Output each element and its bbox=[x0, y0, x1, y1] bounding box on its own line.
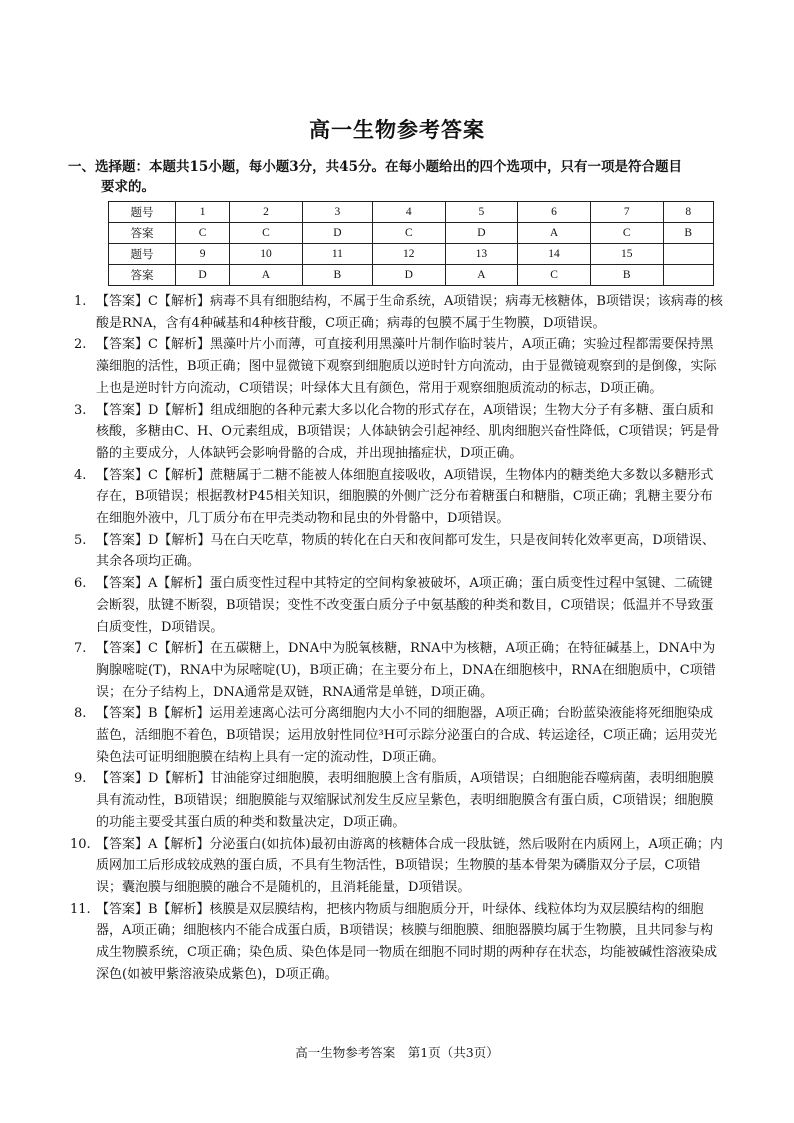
table-cell: C bbox=[230, 223, 303, 244]
explanation-item bbox=[70, 899, 724, 986]
section-heading bbox=[68, 157, 728, 197]
item-text: 【答案】A【解析】分泌蛋白(如抗体)最初由游离的核糖体合成一段肽链，然后吸附在内质网上，A项正确；内质网加工后形成较成熟的蛋白质，不具有生物活性，B项错误；生物膜的基本骨架为磷脂双分子层，C项错误；囊泡膜与细胞膜的融合不是随机的，且消耗能量，D项错误。 bbox=[96, 836, 723, 895]
explanation-item bbox=[70, 834, 724, 899]
table-cell: A bbox=[518, 223, 591, 244]
table-cell: 8 bbox=[663, 202, 713, 223]
table-cell: 1 bbox=[176, 202, 230, 223]
table-cell: 4 bbox=[372, 202, 445, 223]
table-cell: 15 bbox=[590, 244, 663, 265]
item-text: 【答案】D【解析】马在白天吃草，物质的转化在白天和夜间都可发生，只是夜间转化效率更高，D项错误、其余各项均正确。 bbox=[96, 532, 715, 570]
table-cell: B bbox=[590, 265, 663, 286]
item-text: 【答案】C【解析】蔗糖属于二糖不能被人体细胞直接吸收，A项错误，生物体内的糖类绝大多数以多糖形式存在，B项错误；根据教材P45相关知识，细胞膜的外侧广泛分布着糖蛋白和糖脂，C项正确；乳糖主要分布在细胞外液中，几丁质分布在甲壳类动物和昆虫的外骨骼中，D项错误。 bbox=[96, 467, 714, 527]
table-cell: C bbox=[176, 223, 230, 244]
item-text: 【答案】C【解析】病毒不具有细胞结构，不属于生命系统，A项错误；病毒无核糖体，B项错误；该病毒的核酸是RNA，含有4种碱基和4种核苷酸，C项正确；病毒的包膜不属于生物膜，D项错误。 bbox=[96, 294, 723, 331]
table-cell: A bbox=[230, 265, 303, 286]
item-number: 5. bbox=[74, 532, 87, 548]
table-row-answers-1 bbox=[109, 223, 714, 244]
section-heading-line1: 一、选择题：本题共15小题，每小题3分，共45分。在每小题给出的四个选项中，只有一项是符合题目 bbox=[68, 159, 682, 175]
table-cell: 10 bbox=[230, 244, 303, 265]
table-cell: 13 bbox=[445, 244, 518, 265]
explanation-item bbox=[74, 291, 724, 334]
item-text: 【答案】B【解析】核膜是双层膜结构，把核内物质与细胞质分开，叶绿体、线粒体均为双层膜结构的细胞器，A项正确；细胞核内不能合成蛋白质，B项错误；核膜与细胞膜、细胞器膜均属于生物膜，且共同参与构成生物膜系统，C项正确；染色质、染色体是同一物质在细胞不同时期的两种存在状态，均能被碱性溶液染成深色(如被甲紫溶液染成紫色)，D项正确。 bbox=[96, 901, 717, 982]
item-number: 9. bbox=[74, 771, 87, 787]
table-cell: B bbox=[302, 265, 372, 286]
table-row-numbers-1 bbox=[109, 202, 714, 223]
table-row-answers-2 bbox=[109, 265, 714, 286]
table-cell: 6 bbox=[518, 202, 591, 223]
item-number: 8. bbox=[74, 706, 87, 722]
explanation-item bbox=[74, 400, 724, 465]
table-cell: 5 bbox=[445, 202, 518, 223]
answer-table bbox=[108, 201, 714, 286]
page-title: 高一生物参考答案 bbox=[309, 117, 485, 142]
table-cell: B bbox=[663, 223, 713, 244]
explanation-item bbox=[74, 703, 724, 768]
item-number: 4. bbox=[74, 467, 87, 483]
page-footer: 高一生物参考答案 第1页（共3页） bbox=[295, 1045, 499, 1060]
table-cell: C bbox=[590, 223, 663, 244]
table-label-number: 题号 bbox=[109, 202, 176, 223]
table-cell bbox=[663, 265, 713, 286]
item-text: 【答案】A【解析】蛋白质变性过程中其特定的空间构象被破坏，A项正确；蛋白质变性过程中氢键、二硫键会断裂，肽键不断裂，B项错误；变性不改变蛋白质分子中氨基酸的种类和数目，C项错误；低温并不导致蛋白质变性，D项错误。 bbox=[96, 576, 714, 635]
section-heading-line2: 要求的。 bbox=[101, 179, 155, 195]
explanation-item bbox=[74, 638, 724, 703]
table-label-answer: 答案 bbox=[109, 223, 176, 244]
table-cell: A bbox=[445, 265, 518, 286]
item-number: 10. bbox=[70, 836, 91, 852]
item-number: 11. bbox=[70, 901, 91, 917]
item-number: 1. bbox=[74, 294, 87, 309]
table-cell: D bbox=[302, 223, 372, 244]
explanation-item bbox=[74, 530, 724, 573]
table-row-numbers-2 bbox=[109, 244, 714, 265]
explanation-item bbox=[74, 465, 724, 530]
item-number: 3. bbox=[74, 402, 87, 418]
table-cell: 11 bbox=[302, 244, 372, 265]
item-text: 【答案】D【解析】组成细胞的各种元素大多以化合物的形式存在，A项错误；生物大分子有多糖、蛋白质和核酸，多糖由C、H、O元素组成，B项错误；人体缺钠会引起神经、肌肉细胞兴奋性降低，C项错误；钙是骨骼的主要成分，人体缺钙会影响骨骼的合成，并出现抽搐症状，D项正确。 bbox=[96, 402, 720, 461]
item-number: 7. bbox=[74, 641, 87, 657]
item-number: 2. bbox=[74, 337, 87, 353]
explanation-item bbox=[74, 334, 724, 399]
table-cell: 7 bbox=[590, 202, 663, 223]
explanation-item bbox=[74, 768, 724, 833]
table-cell: 9 bbox=[176, 244, 230, 265]
table-cell bbox=[663, 244, 713, 265]
table-cell: D bbox=[372, 265, 445, 286]
item-number: 6. bbox=[74, 576, 87, 592]
table-cell: C bbox=[518, 265, 591, 286]
explanation-item bbox=[74, 573, 724, 638]
explanation-list bbox=[70, 291, 724, 986]
item-text: 【答案】C【解析】在五碳糖上，DNA中为脱氧核糖，RNA中为核糖，A项正确；在特征碱基上，DNA中为胸腺嘧啶(T)，RNA中为尿嘧啶(U)，B项正确；在主要分布上，DNA在细胞核中，RNA在细胞质中，C项错误；在分子结构上，DNA通常是双链，RNA通常是单链，D项正确。 bbox=[96, 641, 716, 700]
table-cell: D bbox=[176, 265, 230, 286]
item-text: 【答案】B【解析】运用差速离心法可分离细胞内大小不同的细胞器，A项正确；台盼蓝染液能将死细胞染成蓝色，活细胞不着色，B项错误；运用放射性同位³H可示踪分泌蛋白的合成、转运途径，C项正确；运用荧光染色法可证明细胞膜在结构上具有一定的流动性，D项正确。 bbox=[96, 706, 718, 765]
item-text: 【答案】C【解析】黑藻叶片小而薄，可直接利用黑藻叶片制作临时装片，A项正确；实验过程都需要保持黑藻细胞的活性，B项正确；图中显微镜下观察到细胞质以逆时针方向流动，由于显微镜观察到的是倒像，实际上也是逆时针方向流动，C项错误；叶绿体大且有颜色，常用于观察细胞质流动的标志，D项正确。 bbox=[96, 337, 717, 396]
table-cell: D bbox=[445, 223, 518, 244]
table-cell: 3 bbox=[302, 202, 372, 223]
table-cell: C bbox=[372, 223, 445, 244]
table-cell: 2 bbox=[230, 202, 303, 223]
table-label-answer: 答案 bbox=[109, 265, 176, 286]
table-cell: 12 bbox=[372, 244, 445, 265]
item-text: 【答案】D【解析】甘油能穿过细胞膜，表明细胞膜上含有脂质，A项错误；白细胞能吞噬病菌，表明细胞膜具有流动性，B项错误；细胞膜能与双缩脲试剂发生反应呈紫色，表明细胞膜含有蛋白质，C项错误；细胞膜的功能主要受其蛋白质的种类和数量决定，D项正确。 bbox=[96, 771, 714, 830]
table-label-number: 题号 bbox=[109, 244, 176, 265]
table-cell: 14 bbox=[518, 244, 591, 265]
